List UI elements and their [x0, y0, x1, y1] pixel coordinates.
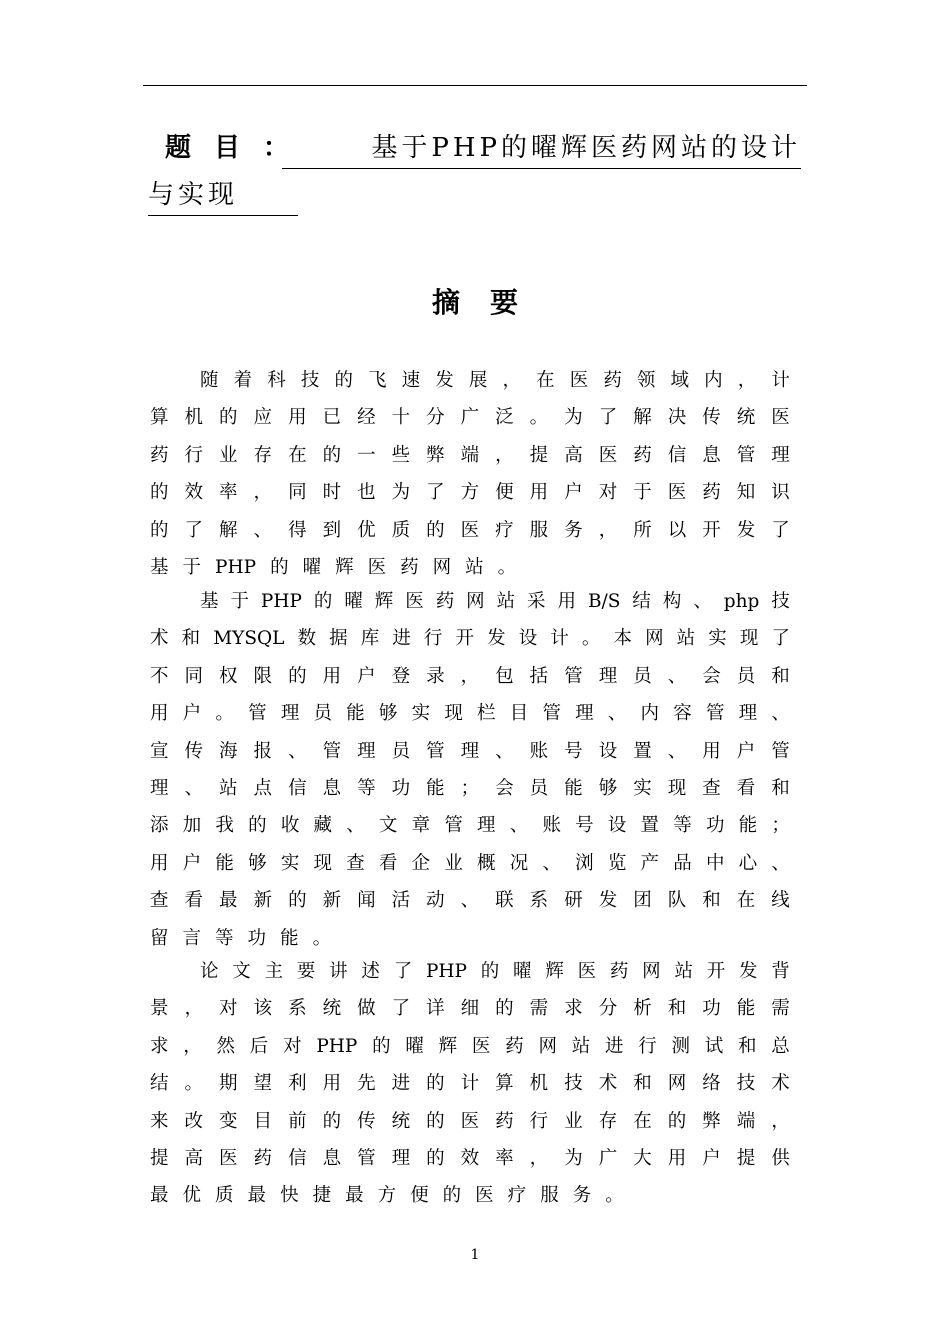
paragraph-line: 的 了 解 、 得 到 优 质 的 医 疗 服 务 ， 所 以 开 发 了	[150, 519, 790, 541]
paragraph-line: 结 。 期 望 利 用 先 进 的 计 算 机 技 术 和 网 络 技 术	[150, 1073, 790, 1095]
paragraph-line: 的 效 率 ， 同 时 也 为 了 方 便 用 户 对 于 医 药 知 识	[150, 482, 790, 504]
paragraph-line: 基 于 PHP 的 曜 辉 医 药 网 站 。	[150, 556, 517, 578]
paragraph-line: 算 机 的 应 用 已 经 十 分 广 泛 。 为 了 解 决 传 统 医	[150, 407, 790, 429]
paragraph-line: 论 文 主 要 讲 述 了 PHP 的 曜 辉 医 药 网 站 开 发 背	[200, 961, 790, 982]
paragraph-line: 查 看 最 新 的 新 闻 活 动 、 联 系 研 发 团 队 和 在 线	[150, 890, 790, 912]
paragraph-line: 添 加 我 的 收 藏 、 文 章 管 理 、 账 号 设 置 等 功 能 ；	[150, 815, 790, 837]
paragraph-line: 提 高 医 药 信 息 管 理 的 效 率 ， 为 广 大 用 户 提 供	[150, 1147, 790, 1169]
title-line-1	[148, 128, 808, 175]
paragraph-line: 宣 传 海 报 、 管 理 员 管 理 、 账 号 设 置 、 用 户 管	[150, 740, 790, 762]
abstract-paragraph-2	[150, 583, 790, 957]
paragraph-line: 求 ， 然 后 对 PHP 的 曜 辉 医 药 网 站 进 行 测 试 和 总	[150, 1035, 790, 1057]
paragraph-line: 术 和 MYSQL 数 据 库 进 行 开 发 设 计 。 本 网 站 实 现 了	[150, 628, 790, 650]
title-text: 基于PHP的曜辉医药网站的设计	[282, 128, 801, 169]
paragraph-line: 药 行 业 存 在 的 一 些 弊 端 ， 提 高 医 药 信 息 管 理	[150, 444, 790, 466]
paragraph-line: 基 于 PHP 的 曜 辉 医 药 网 站 采 用 B/S 结 构 、 php 技	[200, 591, 790, 612]
abstract-paragraph-3	[150, 953, 790, 1215]
paragraph-line: 用 户 能 够 实 现 查 看 企 业 概 况 、 浏 览 产 品 中 心 、	[150, 852, 790, 874]
paragraph-line: 随 着 科 技 的 飞 速 发 展 ， 在 医 药 领 域 内 ， 计	[200, 370, 790, 391]
paragraph-line: 最 优 质 最 快 捷 最 方 便 的 医 疗 服 务 。	[150, 1185, 624, 1207]
paragraph-line: 留 言 等 功 能 。	[150, 927, 332, 949]
paragraph-line: 不 同 权 限 的 用 户 登 录 ， 包 括 管 理 员 、 会 员 和	[150, 665, 790, 687]
paragraph-line: 景 ， 对 该 系 统 做 了 详 细 的 需 求 分 析 和 功 能 需	[150, 998, 790, 1020]
header-rule	[143, 85, 807, 86]
paragraph-line: 用 户 。 管 理 员 能 够 实 现 栏 目 管 理 、 内 容 管 理 、	[150, 703, 790, 725]
title-label: 题目：	[165, 133, 313, 163]
title-line-2	[148, 175, 808, 222]
page-number: 1	[470, 1247, 480, 1263]
abstract-paragraph-1	[150, 362, 790, 586]
paragraph-line: 理 、 站 点 信 息 等 功 能 ； 会 员 能 够 实 现 查 看 和	[150, 777, 790, 799]
thesis-title	[148, 128, 808, 222]
paragraph-line: 来 改 变 目 前 的 传 统 的 医 药 行 业 存 在 的 弊 端 ，	[150, 1110, 790, 1132]
abstract-heading: 摘要	[431, 286, 548, 319]
title-text-continued: 与实现	[148, 175, 298, 216]
